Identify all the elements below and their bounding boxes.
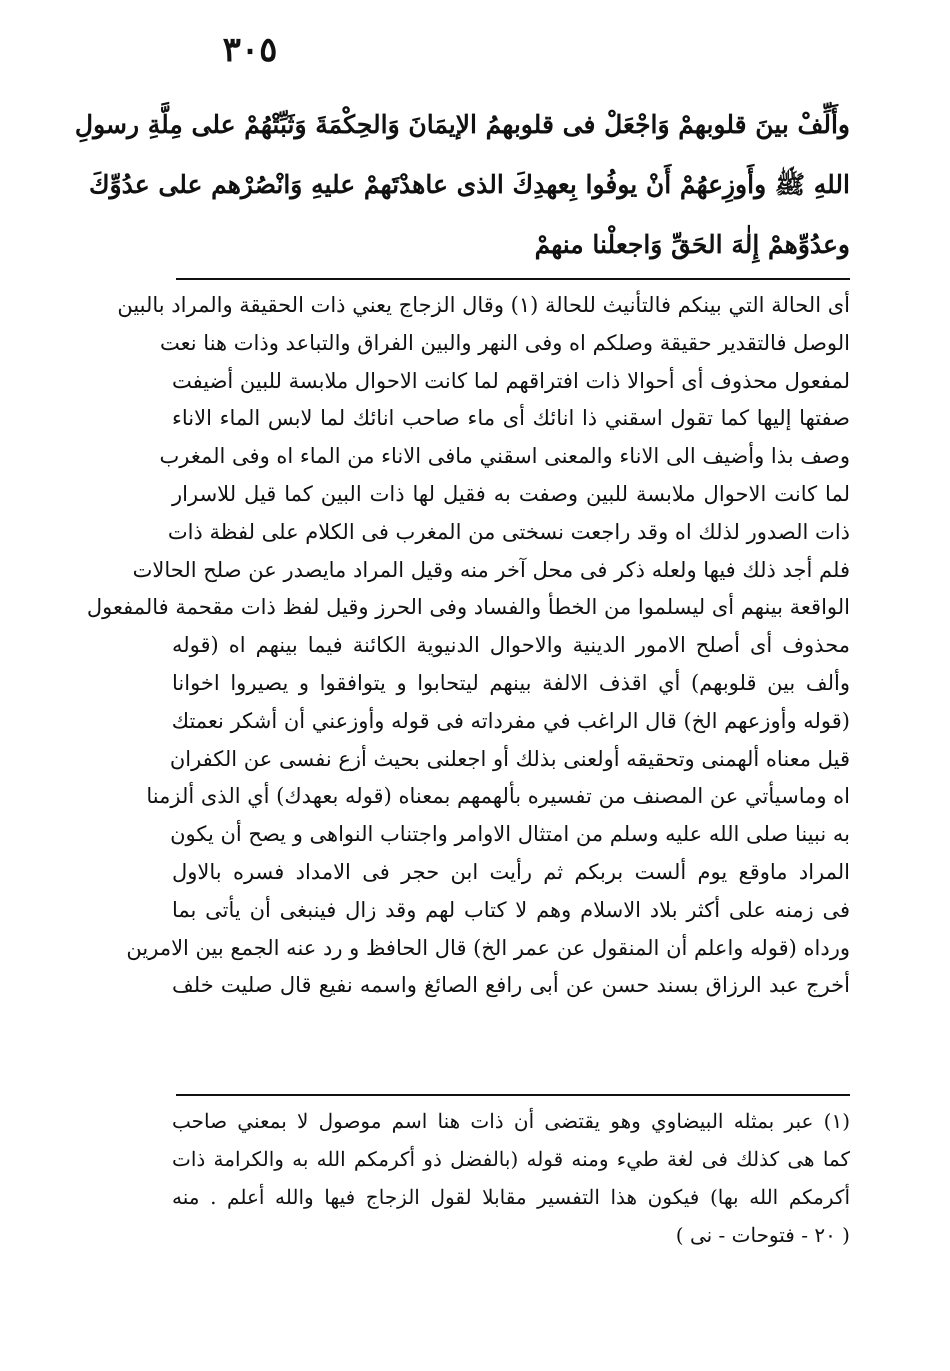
commentary-line: (قوله وأوزعهم الخ) قال الراغب في مفرداته فى قوله وأوزعني أن أشكر نعمتك — [171, 708, 850, 733]
commentary-line: المراد ماوقع يوم ألست بربكم ثم رأيت ابن حجر فى الامداد فسره بالاول — [172, 859, 850, 884]
commentary-line: الواقعة بينهم أى ليسلموا من الخطأ والفساد وفى الحرز وقيل لفظ ذات مقحمة فالمفعول — [86, 595, 850, 620]
page-number: ٣٠٥ — [222, 30, 278, 70]
commentary-line: ذات الصدور لذلك اه وقد راجعت نسختى من المغرب فى الكلام على لفظة ذات — [167, 519, 850, 544]
commentary-line: صفتها إليها كما تقول اسقني ذا انائك أى ماء صاحب انائك لما لابس الماء الاناء — [172, 406, 850, 431]
commentary-line: به نبينا صلى الله عليه وسلم من امتثال الاوامر واجتناب النواهى و يصح أن يكون — [170, 822, 850, 847]
footnote-divider — [176, 1094, 850, 1096]
commentary-line: قيل معناه ألهمنى وتحقيقه أولعنى بذلك أو اجعلنى بحيث أزع نفسى عن الكفران — [169, 746, 850, 771]
quran-line: وأَلِّفْ بينَ قلوبهمْ وَاجْعَلْ فى قلوبهمُ الإيمَانَ وَالحِكْمَةَ وَثَبِّتْهُمْ على مِلَّةِ رسولِ — [74, 110, 850, 139]
commentary-line: محذوف أى أصلح الامور الدينية والاحوال الدنيوية الكائنة فيما بينهم اه (قوله — [172, 633, 850, 658]
commentary-line: أخرج عبد الرزاق بسند حسن عن أبى رافع الصائغ واسمه نفيع قال صليت خلف — [172, 973, 850, 998]
top-divider — [176, 278, 850, 280]
footnote-text — [172, 1102, 850, 1254]
quran-text — [74, 95, 850, 275]
footnote-line: (١) عبر بمثله البيضاوي وهو يقتضى أن ذات هنا اسم موصول لا بمعني صاحب — [172, 1109, 850, 1133]
commentary-line: أى الحالة التي بينكم فالتأنيث للحالة (١) وقال الزجاج يعني ذات الحقيقة والمراد بالبين — [117, 293, 850, 317]
quran-line: اللهِ ﷺ وأَوزِعهُمْ أَنْ يوفُوا بِعهدِكَ الذى عاهدْتَهمْ عليهِ وَانْصُرْهم على عدُوِّكَ — [88, 170, 850, 199]
commentary-line: وصف بذا وأضيف الى الاناء والمعنى اسقني مافى الاناء من الماء اه وفى المغرب — [159, 444, 850, 469]
signature-mark: ( ٢٠ - فتوحات - نى ) — [675, 1223, 850, 1247]
footnote-line: أكرمكم الله بها) فيكون هذا التفسير مقابلا لقول الزجاج فيها والله أعلم . منه — [172, 1185, 850, 1209]
footnote-line: كما هى كذلك فى لغة طيء ومنه قوله (بالفضل ذو أكرمكم الله به والكرامة ذات — [172, 1147, 850, 1171]
commentary-line: لما كانت الاحوال ملابسة للبين وصفت به فقيل لها ذات البين كما قيل للاسرار — [172, 481, 850, 506]
commentary-text — [86, 287, 850, 1005]
commentary-line: وألف بين قلوبهم) أي اقذف الالفة بينهم ليتحابوا و يتوافقوا و يصيروا اخوانا — [172, 670, 850, 695]
commentary-line: فى زمنه على أكثر بلاد الاسلام وهم لا كتاب لهم وقد زال فينبغى أن يأتى بما — [172, 897, 850, 922]
commentary-line: فلم أجد ذلك فيها ولعله ذكر فى محل آخر منه وقيل المراد مايصدر عن صلح الحالات — [132, 557, 850, 582]
commentary-line: لمفعول محذوف أى أحوالا ذات افتراقهم لما كانت الاحوال ملابسة للبين أضيفت — [172, 368, 850, 393]
quran-line: وعدُوِّهمْ إِلٰهَ الحَقِّ وَاجعلْنا منهمْ — [534, 230, 850, 259]
commentary-line: اه وماسيأتي عن المصنف من تفسيره بألهمهم بمعناه (قوله بعهدك) أي الذى ألزمنا — [146, 784, 850, 809]
commentary-line: الوصل فالتقدير حقيقة وصلكم اه وفى النهر والبين الفراق والتباعد وذات هنا نعت — [160, 330, 850, 355]
commentary-line: ورداه (قوله واعلم أن المنقول عن عمر الخ) قال الحافظ و رد عنه الجمع بين الامرين — [126, 935, 850, 960]
